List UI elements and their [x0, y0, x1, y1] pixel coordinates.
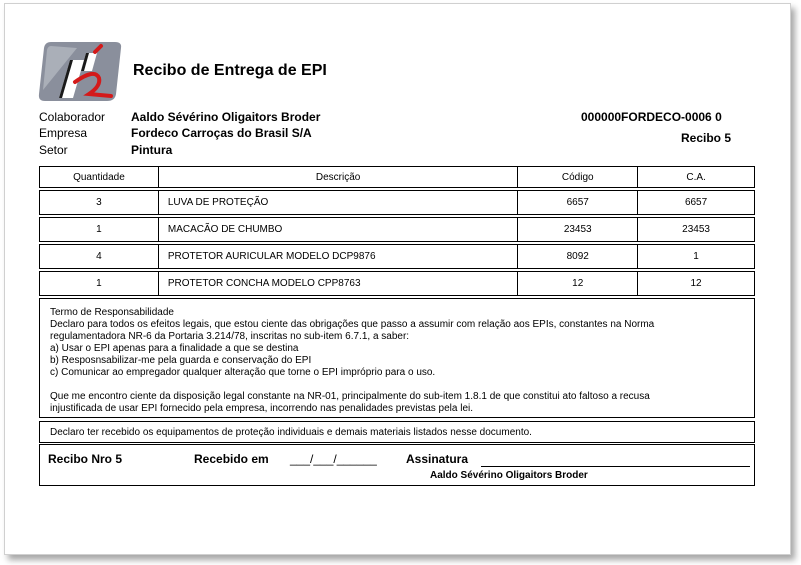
colaborador-value: Aaldo Sévérino Oligaitors Broder	[131, 110, 321, 124]
colaborador-label: Colaborador	[39, 110, 106, 124]
cell-ca: 23453	[638, 218, 755, 242]
receipt-nro-label: Recibo Nro 5	[48, 452, 123, 466]
signature-box	[39, 444, 755, 486]
cell-code: 12	[518, 272, 638, 296]
terms-line	[50, 379, 754, 391]
cell-quantity: 1	[40, 272, 159, 296]
cell-code: 6657	[518, 191, 638, 215]
terms-line: Declaro para todos os efeitos legais, que estou ciente das obrigações que passo a assumir com relação aos EPIs, constantes na Norma	[50, 319, 655, 330]
terms-line: c) Comunicar ao empregador qualquer alteração que torne o EPI impróprio para o uso.	[50, 367, 436, 378]
setor-label: Setor	[39, 143, 68, 157]
terms-title: Termo de Responsabilidade	[50, 307, 174, 318]
date-blank: ___/___/______	[290, 452, 377, 466]
cell-description: MACACÃO DE CHUMBO	[158, 218, 517, 242]
epi-table	[39, 166, 755, 296]
terms-line: regulamentadora NR-6 da Portaria 3.214/78, inscritas no sub-item 6.7.1, a saber:	[50, 331, 410, 342]
cell-ca: 1	[638, 245, 755, 269]
cell-quantity: 4	[40, 245, 159, 269]
declaration-text: Declaro ter recebido os equipamentos de proteção individuais e demais materiais listados nesse documento.	[50, 427, 532, 438]
cell-description: PROTETOR CONCHA MODELO CPP8763	[158, 272, 517, 296]
terms-line: injustificada de usar EPI fornecido pela empresa, incorrendo nas penalidades previstas pela lei.	[50, 403, 474, 414]
signature-line	[481, 466, 750, 467]
table-row	[40, 218, 755, 242]
table-row	[40, 245, 755, 269]
cell-ca: 6657	[638, 191, 755, 215]
empresa-value: Fordeco Carroças do Brasil S/A	[131, 126, 312, 140]
cell-quantity: 1	[40, 218, 159, 242]
header-codigo: Código	[518, 167, 638, 188]
document-code: 000000FORDECO-0006 0	[581, 110, 722, 124]
header-quantidade: Quantidade	[40, 167, 159, 188]
table-row	[40, 272, 755, 296]
terms-line: b) Resposnsabilizar-me pela guarda e conservação do EPI	[50, 355, 312, 366]
header-descricao: Descrição	[158, 167, 517, 188]
cell-code: 8092	[518, 245, 638, 269]
company-logo	[37, 38, 123, 104]
signer-name: Aaldo Sévérino Oligaitors Broder	[430, 470, 588, 481]
terms-line: Que me encontro ciente da disposição legal constante na NR-01, principalmente do sub-item 1.8.1 de que constitui ato faltoso a recusa	[50, 391, 650, 402]
cell-ca: 12	[638, 272, 755, 296]
document-title: Recibo de Entrega de EPI	[133, 62, 327, 79]
header-ca: C.A.	[638, 167, 755, 188]
cell-description: LUVA DE PROTEÇÃO	[158, 191, 517, 215]
empresa-label: Empresa	[39, 126, 88, 140]
signature-label: Assinatura	[406, 452, 469, 466]
terms-box	[39, 298, 755, 418]
table-row	[40, 191, 755, 215]
setor-value: Pintura	[131, 143, 173, 157]
cell-quantity: 3	[40, 191, 159, 215]
receipt-number: Recibo 5	[681, 131, 732, 145]
cell-code: 23453	[518, 218, 638, 242]
received-on-label: Recebido em	[194, 452, 269, 466]
terms-line: a) Usar o EPI apenas para a finalidade a que se destina	[50, 343, 299, 354]
declaration-box	[39, 421, 755, 443]
table-header-row	[40, 167, 755, 188]
cell-description: PROTETOR AURICULAR MODELO DCP9876	[158, 245, 517, 269]
receipt-page	[4, 3, 791, 555]
